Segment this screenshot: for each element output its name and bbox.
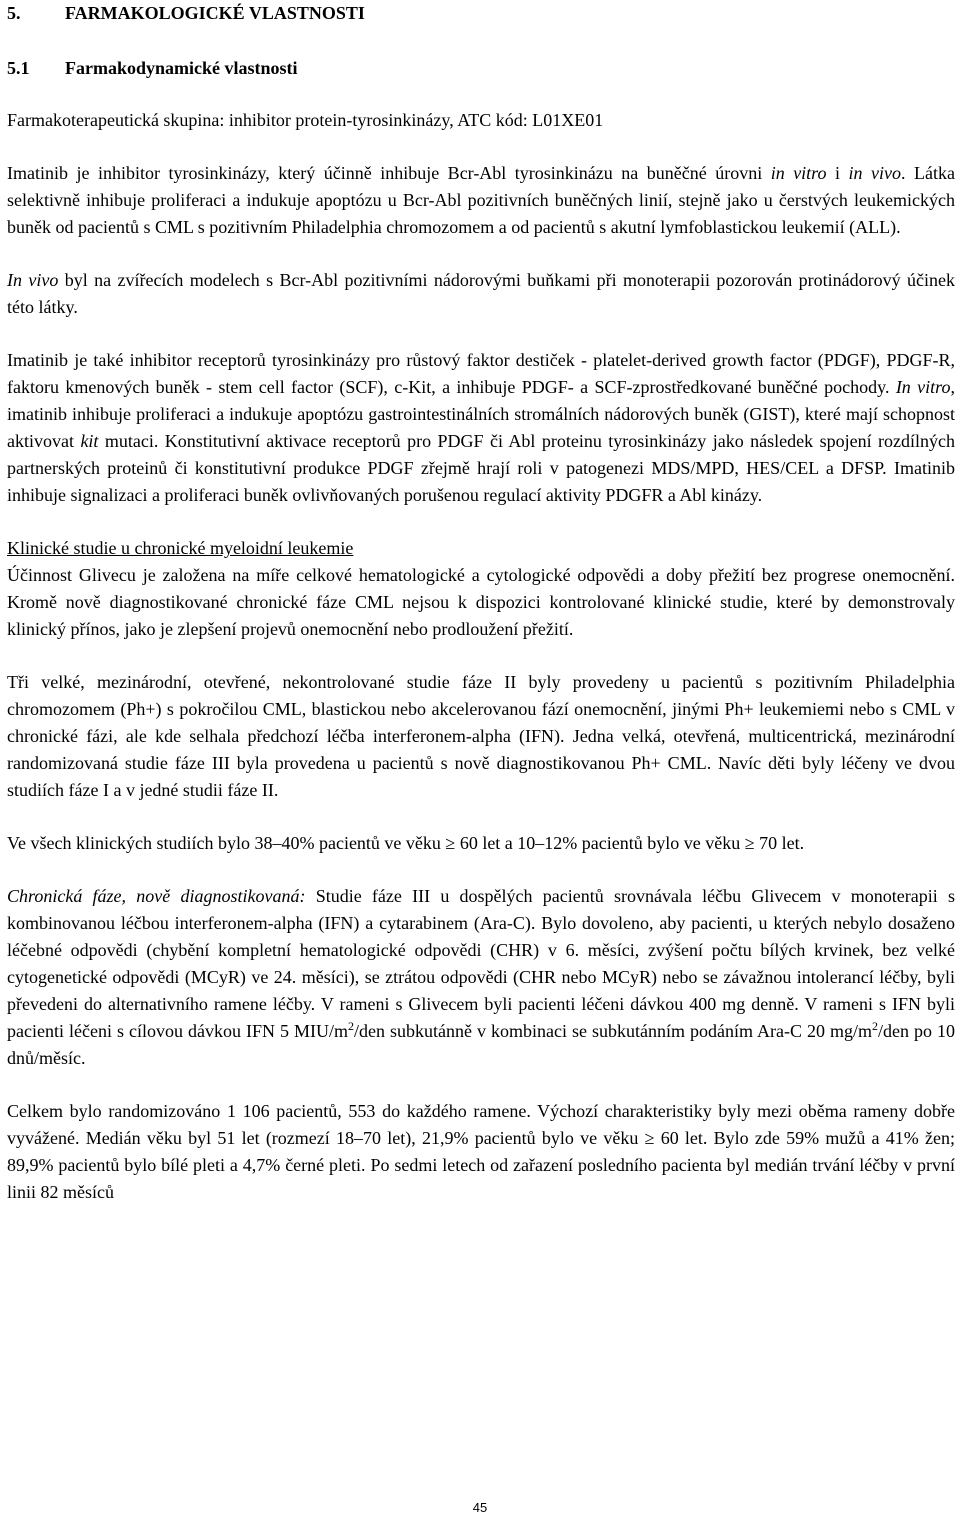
subsection-heading (7, 55, 955, 82)
text-run: /den po 10 dnů/měsíc. (7, 1021, 955, 1068)
text-run: Ve všech klinických studiích bylo 38 (7, 833, 273, 853)
text-run: Celkem bylo randomizováno 1 106 pacientů, 553 do každého ramene. Výchozí charakteristiky byly mezi oběma rameny dobře vyvážené. Medián věku byl 51 let (rozmezí 18 (7, 1101, 955, 1148)
italic-run: In vitro (895, 377, 951, 397)
italic-run: In vivo (7, 270, 59, 290)
text-run: /den subkutánně v kombinaci se subkutánním podáním Ara-C 20 mg/m (353, 1021, 872, 1041)
section-heading (7, 0, 955, 27)
paragraph-randomization (7, 1098, 955, 1206)
text-run: . Látka selektivně inhibuje proliferaci a indukuje apoptózu u Bcr-Abl pozitivních buněčných linií, stejně jako u čerstvých leukemických buněk od pacientů s CML s pozitivním Philadelphia chromozomem a od pacientů s akutní lymfoblastickou leukemií (ALL). (7, 163, 955, 237)
text-run: byl na zvířecích modelech s Bcr-Abl pozitivními nádorovými buňkami při monoterapii pozorován protinádorový účinek této látky. (7, 270, 955, 317)
italic-run: Chronická fáze, nově diagnostikovaná: (7, 886, 306, 906)
superscript: 2 (871, 1019, 878, 1033)
subheading-cml: Klinické studie u chronické myeloidní leukemie (7, 538, 354, 558)
text-run: Imatinib je inhibitor tyrosinkinázy, který účinně inhibuje Bcr-Abl tyrosinkinázu na buněčné úrovni (7, 163, 771, 183)
text-run: 70 let), 21,9% pacientů bylo ve věku (363, 1128, 645, 1148)
section-title: FARMAKOLOGICKÉ VLASTNOSTI (65, 3, 365, 23)
text-run: mutaci. Konstitutivní aktivace receptorů pro PDGF či Abl proteinu tyrosinkinázy jako následek spojení rozdílných partnerských proteinů či konstitutivní produkce PDGF zřejmě hrají roli v patogenezi MDS/MPD, HES/CEL a DFSP. Imatinib inhibuje signalizaci a proliferaci buněk ovlivňovaných porušenou regulací aktivity PDGFR a Abl kinázy. (7, 431, 955, 505)
superscript: 2 (347, 1019, 354, 1033)
paragraph-mechanism (7, 160, 955, 241)
paragraph-in-vivo (7, 267, 955, 321)
italic-run: kit (80, 431, 99, 451)
paragraph-chronic-phase (7, 883, 955, 1072)
ge-symbol: ≥ (445, 833, 456, 853)
text-run: 60 let a 10 (455, 833, 536, 853)
italic-run: in vitro (770, 163, 827, 183)
section-number: 5. (7, 3, 21, 23)
page-number: 45 (472, 1500, 488, 1515)
text-run: 60 let. Bylo zde 59% mužů a 41% žen; 89,9% pacientů bylo bílé pleti a 4,7% černé pleti. Po sedmi letech od zařazení posledního pacienta byl medián trvání léčby v první linii 82 měsíců (7, 1128, 955, 1202)
text-run: i (826, 163, 849, 183)
ge-symbol: ≥ (644, 1128, 655, 1148)
paragraph-age (7, 830, 955, 857)
ge-symbol: ≥ (744, 833, 755, 853)
paragraph-pdgf (7, 347, 955, 509)
text-run: 70 let. (754, 833, 805, 853)
subsection-number: 5.1 (7, 58, 30, 78)
subsection-title: Farmakodynamické vlastnosti (65, 58, 298, 78)
text-run: , imatinib inhibuje proliferaci a indukuje apoptózu gastrointestinálních stromálních nádorových buněk (GIST), které mají schopnost aktivovat (7, 377, 955, 451)
document-page (7, 0, 955, 1206)
paragraph-studies: Tři velké, mezinárodní, otevřené, nekontrolované studie fáze II byly provedeny u pacientů s pozitivním Philadelphia chromozomem (Ph+) s pokročilou CML, blastickou nebo akcelerovanou fází onemocnění, jinými Ph+ leukemiemi nebo s CML v chronické fázi, ale kde selhala předchozí léčba interferonem-alpha (IFN). Jedna velká, otevřená, multicentrická, mezinárodní randomizovaná studie fáze III byla provedena u pacientů s nově diagnostikovanou Ph+ CML. Navíc děti byly léčeny ve dvou studiích fáze I a v jedné studii fáze II. (7, 672, 955, 800)
text-run: 40% pacientů ve věku (281, 833, 446, 853)
paragraph-efficacy: Účinnost Glivecu je založena na míře celkové hematologické a cytologické odpovědi a doby přežití bez progrese onemocnění. Kromě nově diagnostikované chronické fáze CML nejsou k dispozici kontrolované klinické studie, které by demonstrovaly klinický přínos, jako je zlepšení projevů onemocnění nebo prodloužení přežití. (7, 565, 955, 639)
atc-line: Farmakoterapeutická skupina: inhibitor protein-tyrosinkinázy, ATC kód: L01XE01 (7, 110, 604, 130)
en-dash: – (535, 833, 545, 853)
italic-run: in vivo (848, 163, 902, 183)
text-run: 12% pacientů bylo ve věku (544, 833, 745, 853)
en-dash: – (354, 1128, 364, 1148)
text-run: Studie fáze III u dospělých pacientů srovnávala léčbu Glivecem v monoterapii s kombinovanou léčbou interferonem-alpha (IFN) a cytarabinem (Ara-C). Bylo dovoleno, aby pacienti, u kterých nebylo dosaženo léčebné odpovědi (chybění kompletní hematologické odpovědi (CHR) v 6. měsíci, zvýšení počtu bílých krvinek, bez velké cytogenetické odpovědi (MCyR) ve 24. měsíci), se ztrátou odpovědi (CHR nebo MCyR) nebo se závažnou intolerancí léčby, byli převedeni do alternativního ramene léčby. V rameni s Glivecem byli pacienti léčeni dávkou 400 mg denně. V rameni s IFN byli pacienti léčeni s cílovou dávkou IFN 5 MIU/m (7, 886, 955, 1041)
en-dash: – (272, 833, 282, 853)
text-run: Imatinib je také inhibitor receptorů tyrosinkinázy pro růstový faktor destiček - platelet-derived growth factor (PDGF), PDGF-R, faktoru kmenových buněk - stem cell factor (SCF), c-Kit, a inhibuje PDGF- a SCF-zprostředkované buněčné pochody. (7, 350, 955, 397)
